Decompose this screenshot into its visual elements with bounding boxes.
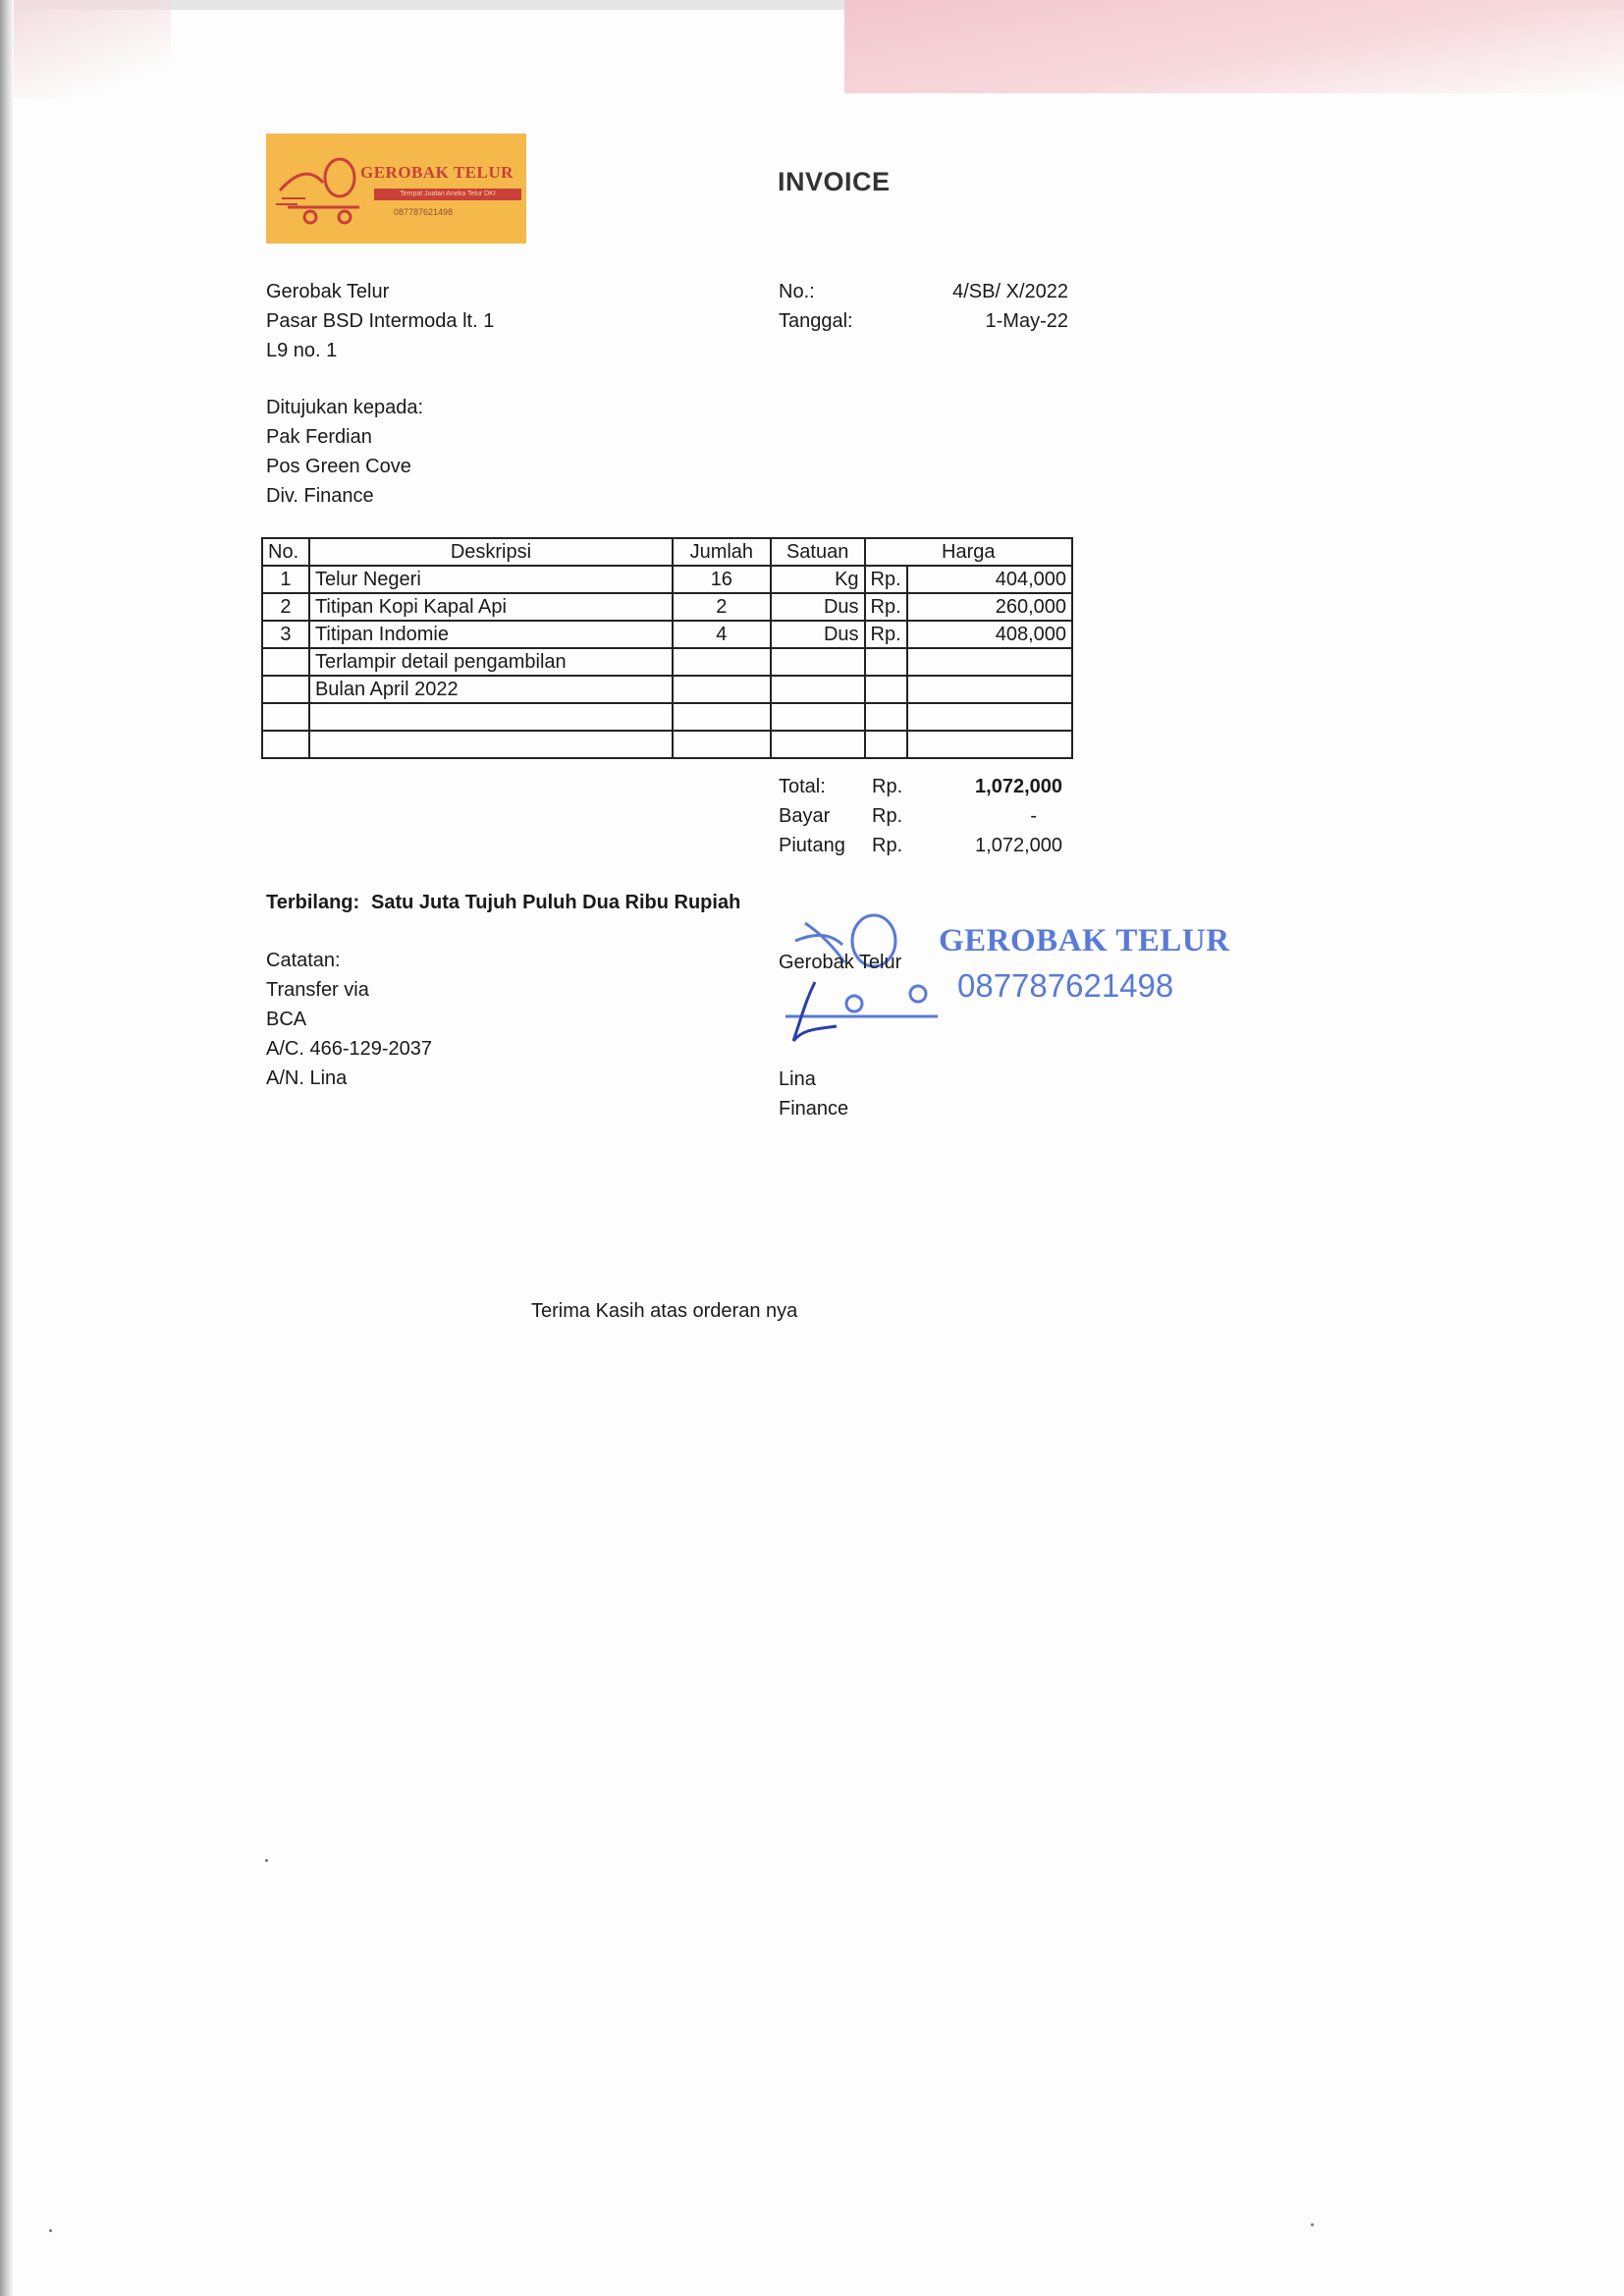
invoice-date-label: Tanggal: [779, 310, 853, 332]
notes-account: A/C. 466-129-2037 [266, 1038, 433, 1060]
row-currency: Rp. [865, 593, 907, 621]
scan-speck [1311, 2223, 1314, 2226]
row-price [907, 676, 1072, 703]
table-row [262, 676, 1072, 703]
row-currency [865, 731, 907, 758]
invoice-date: 1-May-22 [985, 310, 1068, 332]
recipient-division: Div. Finance [266, 485, 374, 507]
header-no: No. [262, 538, 309, 566]
row-no [262, 648, 309, 676]
row-description: Titipan Indomie [309, 621, 673, 648]
row-unit [771, 731, 865, 758]
table-row [262, 621, 1072, 648]
due-label: Piutang [779, 835, 845, 856]
total-currency: Rp. [872, 776, 903, 797]
seller-name: Gerobak Telur [266, 281, 390, 302]
paid-label: Bayar [779, 805, 831, 827]
row-currency [865, 703, 907, 731]
total-value: 1,072,000 [975, 776, 1062, 797]
in-words-value: Satu Juta Tujuh Puluh Dua Ribu Rupiah [371, 892, 741, 913]
invoice-number: 4/SB/ X/2022 [952, 281, 1068, 302]
paid-value: - [1030, 805, 1037, 827]
row-quantity [673, 731, 771, 758]
row-description: Bulan April 2022 [309, 676, 673, 703]
row-no: 2 [262, 593, 309, 621]
recipient-company: Pos Green Cove [266, 456, 411, 477]
row-no: 1 [262, 566, 309, 593]
due-value: 1,072,000 [975, 835, 1062, 856]
logo-name: GEROBAK TELUR [360, 163, 514, 182]
row-price [907, 703, 1072, 731]
stamp-signature-icon [776, 903, 952, 1061]
seller-address-line2: L9 no. 1 [266, 340, 338, 361]
row-quantity [673, 676, 771, 703]
row-price [907, 648, 1072, 676]
signature-company: Gerobak Telur [779, 952, 902, 973]
row-quantity [673, 648, 771, 676]
row-price: 260,000 [907, 593, 1072, 621]
table-row [262, 731, 1072, 758]
signatory-role: Finance [779, 1098, 849, 1120]
recipient-label: Ditujukan kepada: [266, 397, 424, 418]
notes-bank: BCA [266, 1009, 307, 1030]
header-price: Harga [865, 538, 1072, 566]
paid-currency: Rp. [872, 805, 903, 827]
row-unit [771, 676, 865, 703]
recipient-name: Pak Ferdian [266, 426, 372, 448]
row-description: Telur Negeri [309, 566, 673, 593]
row-no [262, 703, 309, 731]
header-description: Deskripsi [309, 538, 673, 566]
row-price: 408,000 [907, 621, 1072, 648]
row-unit [771, 648, 865, 676]
row-currency: Rp. [865, 566, 907, 593]
row-no [262, 731, 309, 758]
row-description [309, 731, 673, 758]
notes-label: Catatan: [266, 950, 341, 971]
row-no: 3 [262, 621, 309, 648]
thank-you-note: Terima Kasih atas orderan nya [531, 1300, 798, 1322]
total-label: Total: [779, 776, 826, 797]
row-currency [865, 648, 907, 676]
table-row [262, 703, 1072, 731]
logo-tagline: Tempat Jualan Aneka Telur DKI [374, 189, 521, 200]
table-row [262, 566, 1072, 593]
scan-edge-left [0, 0, 14, 2296]
notes-line1: Transfer via [266, 979, 369, 1001]
row-unit: Kg [771, 566, 865, 593]
pink-paper-corner [844, 0, 1624, 93]
seller-address-line1: Pasar BSD Intermoda lt. 1 [266, 310, 495, 332]
items-table [261, 537, 1073, 759]
row-price: 404,000 [907, 566, 1072, 593]
pink-paper-shadow [14, 0, 171, 98]
row-quantity: 16 [673, 566, 771, 593]
row-price [907, 731, 1072, 758]
signatory-name: Lina [779, 1068, 816, 1090]
row-unit [771, 703, 865, 731]
row-unit: Dus [771, 621, 865, 648]
row-currency: Rp. [865, 621, 907, 648]
row-quantity [673, 703, 771, 731]
row-description [309, 703, 673, 731]
row-unit: Dus [771, 593, 865, 621]
invoice-number-label: No.: [779, 281, 815, 302]
stamp-phone: 087787621498 [957, 967, 1174, 1004]
due-currency: Rp. [872, 835, 903, 856]
header-quantity: Jumlah [673, 538, 771, 566]
scan-speck [265, 1859, 268, 1862]
document-title: INVOICE [778, 167, 891, 196]
table-header-row [262, 538, 1072, 566]
header-unit: Satuan [771, 538, 865, 566]
in-words-label: Terbilang: [266, 892, 360, 913]
row-quantity: 4 [673, 621, 771, 648]
table-row [262, 593, 1072, 621]
row-currency [865, 676, 907, 703]
row-quantity: 2 [673, 593, 771, 621]
scan-speck [49, 2229, 52, 2232]
row-description: Titipan Kopi Kapal Api [309, 593, 673, 621]
notes-holder: A/N. Lina [266, 1067, 348, 1089]
row-description: Terlampir detail pengambilan [309, 648, 673, 676]
company-logo [266, 134, 526, 244]
row-no [262, 676, 309, 703]
stamp-name: GEROBAK TELUR [939, 923, 1230, 958]
logo-phone: 087787621498 [394, 207, 454, 217]
table-row [262, 648, 1072, 676]
